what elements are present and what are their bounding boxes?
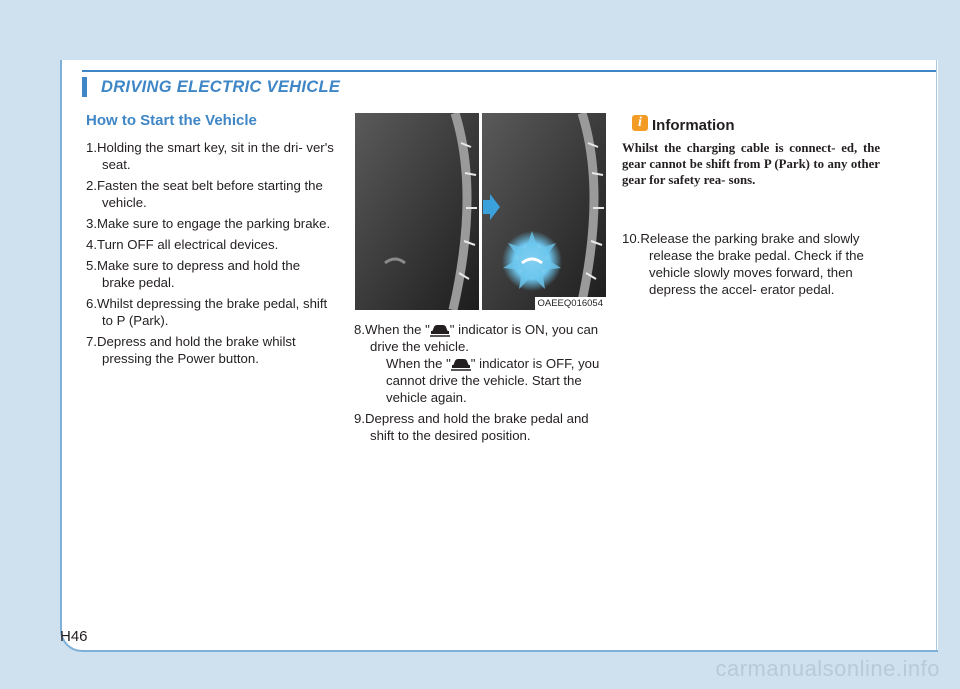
step-4: 4.Turn OFF all electrical devices.: [86, 237, 279, 252]
ready-car-icon: [451, 357, 471, 371]
step-8-note-text-a: When the ": [386, 356, 451, 371]
step-8: [354, 321, 604, 406]
chapter-title: DRIVING ELECTRIC VEHICLE: [101, 78, 341, 96]
steps-list-1: [86, 139, 334, 371]
info-body: Whilst the charging cable is connect- ed, the gear cannot be shift from P (Park) to any other gear for safety rea- sons.: [622, 141, 880, 187]
steps-list-2: [354, 321, 604, 448]
ready-indicator-figure: [355, 113, 606, 310]
step-3: 3.Make sure to engage the parking brake.: [86, 216, 331, 231]
figure-code: OAEEQ016054: [535, 297, 607, 310]
step-8-text-a: 8.When the ": [354, 322, 430, 337]
page-number: H46: [60, 628, 88, 645]
info-icon: i: [632, 115, 648, 131]
step-8-note-text-b: " indicator is OFF, you cannot drive the vehicle. Start the vehicle again.: [386, 356, 600, 405]
cluster-illustration: [355, 113, 606, 310]
ready-car-icon: [430, 323, 450, 337]
watermark: carmanualsonline.info: [715, 656, 940, 681]
steps-list-3: [622, 230, 880, 302]
info-title: Information: [652, 117, 735, 134]
step-7: 7.Depress and hold the brake whilst pressing the Power button.: [86, 334, 296, 366]
header-rule: [82, 70, 936, 72]
header-accent-bar: [82, 77, 87, 97]
page-edge-line: [936, 60, 937, 650]
step-6: 6.Whilst depressing the brake pedal, shift to P (Park).: [86, 296, 328, 328]
step-2: 2.Fasten the seat belt before starting the vehicle.: [86, 178, 323, 210]
step-9: 9.Depress and hold the brake pedal and shift to the desired position.: [354, 411, 589, 443]
step-1: 1.Holding the smart key, sit in the dri- ver's seat.: [86, 140, 334, 172]
step-8-text-b: " indicator is ON, you can drive the vehicle.: [370, 322, 599, 354]
step-10: 10.Release the parking brake and slowly release the brake pedal. Check if the vehicle slowly moves forward, then depress the accel- erator pedal.: [622, 231, 864, 297]
section-title: How to Start the Vehicle: [86, 112, 257, 129]
step-5: 5.Make sure to depress and hold the brake pedal.: [86, 258, 301, 290]
step-8-note: [370, 355, 604, 406]
